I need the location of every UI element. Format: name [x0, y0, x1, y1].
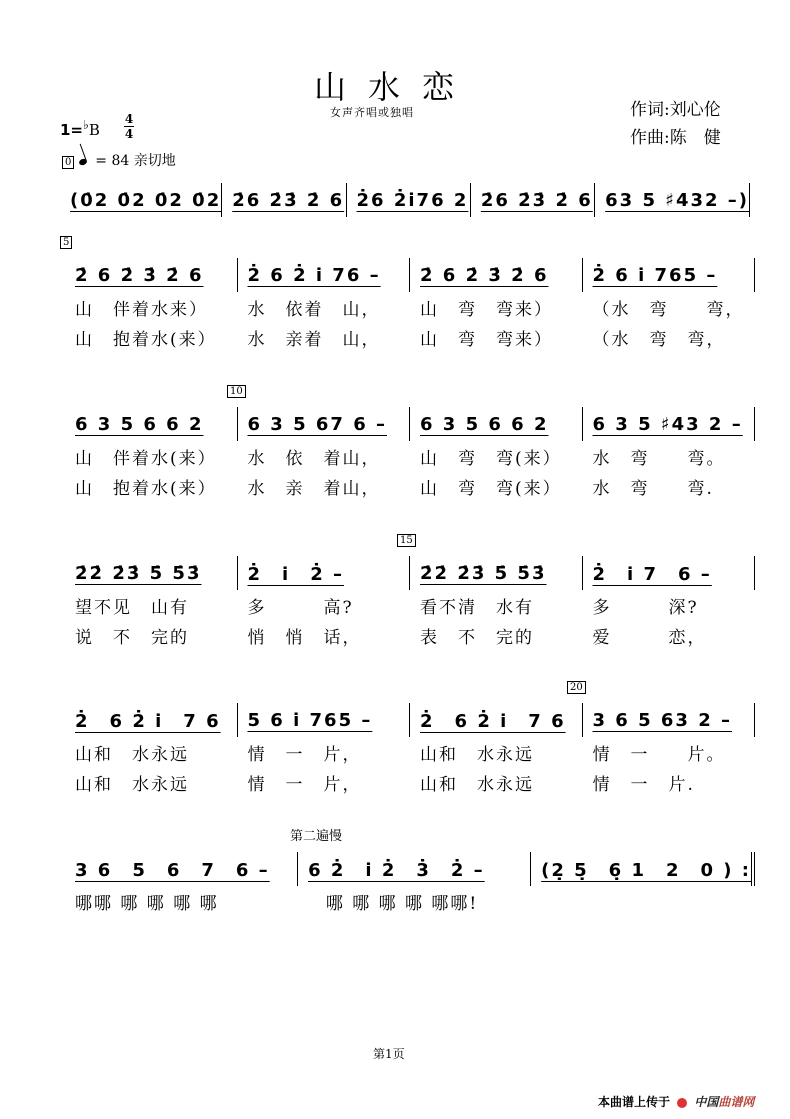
measure-number: 15	[397, 534, 416, 547]
measure: 6 2̇ i̇ 2̇ 3̇ 2̇ –	[297, 852, 530, 886]
measure: 63 5 ♯432 –)	[594, 183, 750, 217]
measure: 6 3 5 67 6 –	[237, 407, 410, 441]
system-5	[65, 682, 755, 797]
lyric-verse-2: 山 抱着水(来） 水 亲 着山， 山 弯 弯(来） 水 弯 弯.	[75, 478, 714, 499]
measure: 6 3 5 ♯43 2 –	[582, 407, 756, 441]
key-signature: 1=♭B	[60, 117, 100, 139]
system-4	[65, 535, 755, 650]
measure: 2̇ i̇ 2̇ –	[237, 556, 410, 590]
lyric-verse-1: 山和 水永远 情 一 片， 山和 水永远 情 一 片。	[75, 744, 726, 765]
lyric-verse-2: 说 不 完的 悄 悄 话， 表 不 完的 爱 恋，	[75, 627, 707, 648]
lyricist: 作词:刘心伦	[630, 100, 721, 120]
performance-note: 女声齐唱或独唱	[330, 106, 414, 119]
measure: (0̇2 0̇2 0̇2 0̇2	[70, 189, 222, 211]
tempo-direction: 第二遍慢	[290, 829, 343, 844]
site-logo-icon	[677, 1098, 687, 1108]
time-signature: 4 4	[124, 112, 134, 141]
measure: 2̇6 2̇i̇76 2	[346, 183, 470, 217]
site-watermark[interactable]: 本曲谱上传于 中国曲谱网	[598, 1095, 755, 1109]
composer: 作曲:陈 健	[630, 128, 721, 148]
measure: 3 6 5 6 7 6 –	[75, 860, 270, 881]
measure: 2̇ 6 2̇ i̇ 7 6	[409, 703, 582, 737]
measure: 2̇6 2̇3̇ 2̇ 6	[470, 183, 594, 217]
measure: 2̇ 6 2̇ 3̇ 2̇ 6	[409, 258, 582, 292]
measure: 2̇2̇ 2̇3̇ 5̇ 5̇3̇	[75, 562, 202, 584]
quarter-note-icon	[78, 158, 88, 166]
measure: 5 6 i̇ 765 –	[237, 703, 410, 737]
measure: 2̇2̇ 2̇3̇ 5̇ 5̇3̇	[409, 556, 582, 590]
measure: 6 3 5 6 6 2	[75, 413, 204, 435]
measure: 2̇ 6 2̇ i̇ 7 6	[75, 711, 221, 732]
lyric-verse-1: 哪哪 哪 哪 哪 哪 哪 哪 哪 哪 哪哪!	[75, 893, 479, 914]
tempo-marking: 0 = 84 亲切地	[62, 150, 176, 170]
system-6	[65, 852, 755, 916]
song-title: 山水恋	[313, 68, 476, 106]
measure: 2̇ 6 i̇ 765 –	[582, 258, 756, 292]
system-1	[60, 183, 750, 217]
lyric-verse-1: 山 伴着水(来） 水 依 着山， 山 弯 弯(来） 水 弯 弯。	[75, 448, 726, 469]
lyric-verse-1: 望不见 山有 多 高? 看不清 水有 多 深?	[75, 597, 699, 618]
measure-number: 10	[227, 385, 246, 398]
measure: 2̇6 2̇3̇ 2̇ 6	[221, 183, 345, 217]
system-3	[65, 386, 755, 501]
page-number: 第1页	[373, 1047, 405, 1061]
credits	[630, 96, 721, 152]
measure: 2̇ 6 2̇ i̇ 76 –	[237, 258, 410, 292]
lyric-verse-2: 山和 水永远 情 一 片， 山和 水永远 情 一 片.	[75, 774, 695, 795]
system-2	[63, 237, 755, 352]
measure-number: 0	[62, 156, 74, 169]
measure: 2̇ 6 2̇ 3̇ 2̇ 6	[75, 264, 204, 286]
measure: 3 6 5 63 2 –	[582, 703, 756, 737]
measure: 2̇ i̇ 7 6 –	[582, 556, 756, 590]
measure: 6 3 5 6 6 2	[409, 407, 582, 441]
repeat-end-measure: (2̣ 5̣ 6̣ 1 2 0 ) :	[530, 852, 755, 886]
measure-number: 20	[567, 681, 586, 694]
measure-number: 5	[60, 236, 72, 249]
lyric-verse-1: 山 伴着水来） 水 依着 山， 山 弯 弯来） （水 弯 弯，	[75, 299, 745, 320]
lyric-verse-2: 山 抱着水(来） 水 亲着 山， 山 弯 弯来） （水 弯 弯，	[75, 329, 726, 350]
